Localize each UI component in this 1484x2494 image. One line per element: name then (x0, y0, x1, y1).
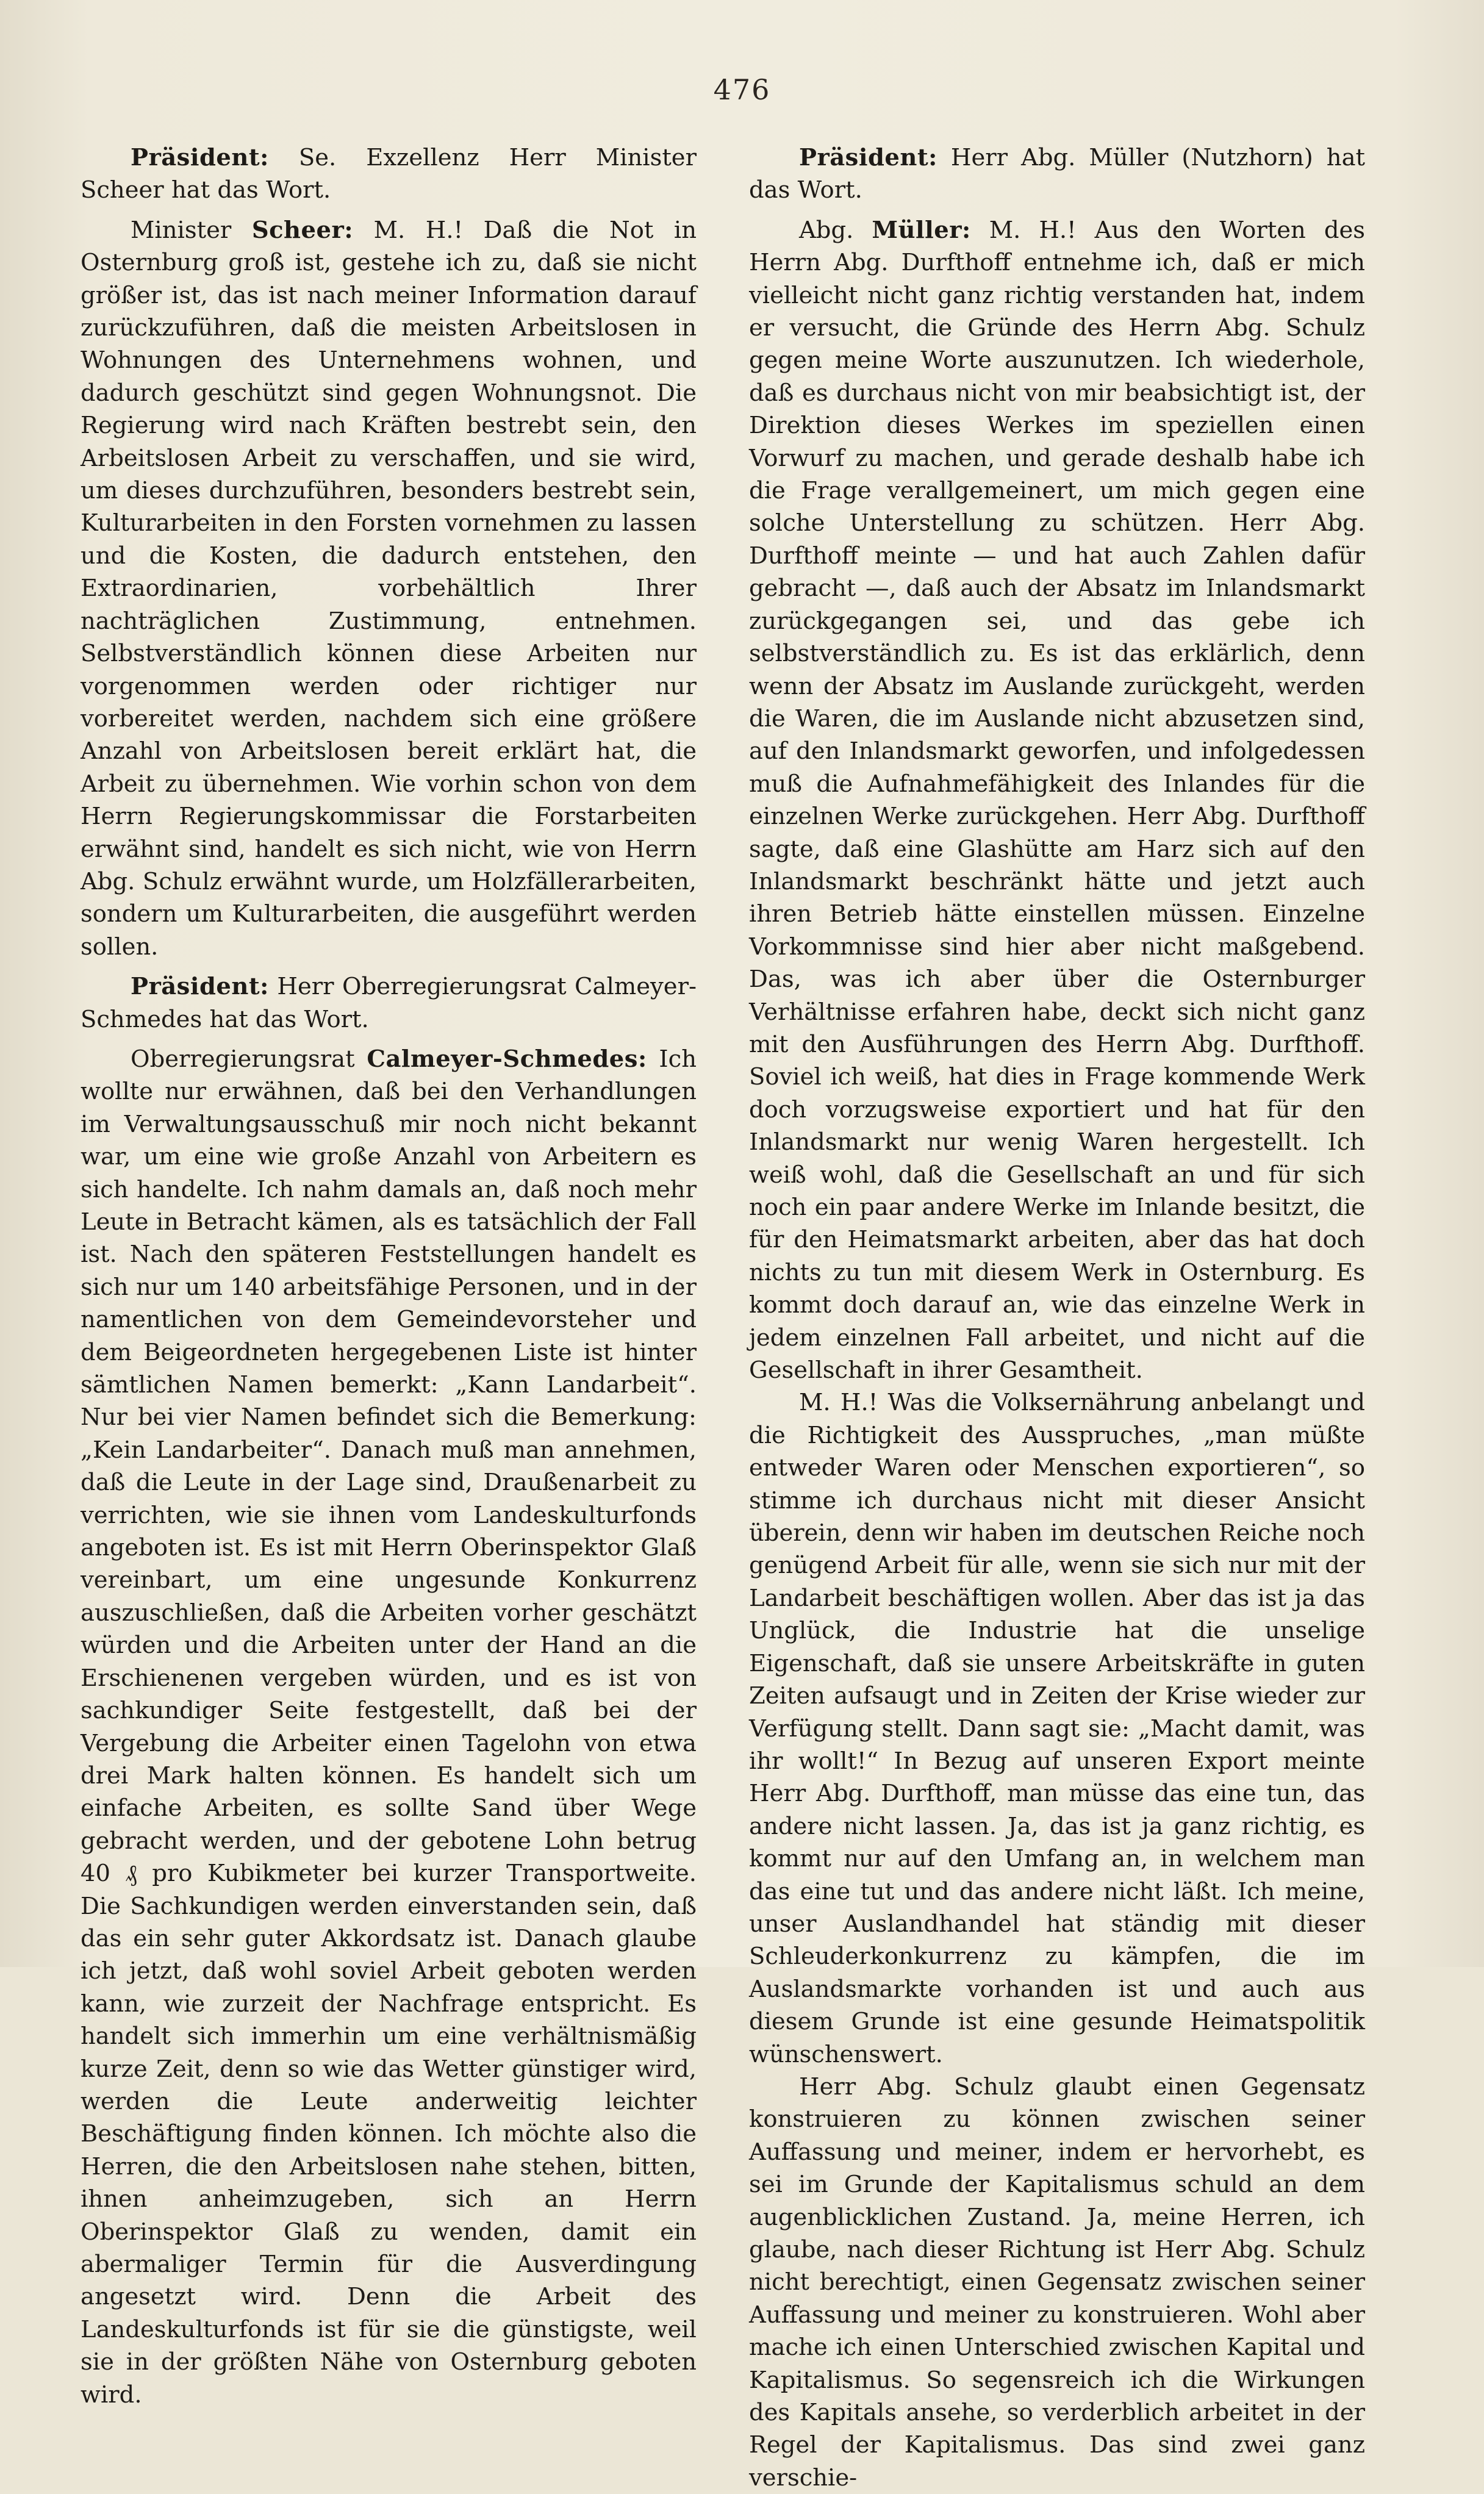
left-column (81, 142, 697, 2411)
paragraph (81, 970, 697, 1036)
paragraph-text: Herr Abg. Müller (Nutzhorn) hat das Wort. (749, 144, 1365, 204)
paragraph (749, 214, 1365, 1387)
paragraph-text: Se. Exzellenz Herr Minister Scheer hat das Wort. (81, 144, 697, 204)
paragraph-text: M. H.! Aus den Worten des Herrn Abg. Durfthoff entnehme ich, daß er mich vielleicht nicht ganz richtig verstanden hat, indem er versucht, die Gründe des Herrn Abg. Schulz gegen meine Worte auszunutzen. Ich wiederhole, daß es durchaus nicht von mir beabsichtigt ist, der Direktion dieses Werkes im speziellen einen Vorwurf zu machen, und gerade deshalb habe ich die Frage verallgemeinert, um mich gegen eine solche Unterstellung zu schützen. Herr Abg. Durfthoff meinte — und hat auch Zahlen dafür gebracht —, daß auch der Absatz im Inlandsmarkt zurückgegangen sei, und das gebe ich selbstverständlich zu. Es ist das erklärlich, denn wenn der Absatz im Auslande zurückgeht, werden die Waren, die im Auslande nicht abzusetzen sind, auf den Inlandsmarkt geworfen, und infolgedessen muß die Aufnahmefähigkeit des Inlandes für die einzelnen Werke zurückgehen. Herr Abg. Durfthoff sagte, daß eine Glashütte am Harz sich auf den Inlandsmarkt beschränkt hätte und jetzt auch ihren Betrieb hätte einstellen müssen. Einzelne Vorkommnisse sind hier aber nicht maßgebend. Das, was ich aber über die Osternburger Verhältnisse erfahren habe, deckt sich nicht ganz mit den Ausführungen des Herrn Abg. Durfthoff. Soviel ich weiß, hat dies in Frage kommende Werk doch vorzugsweise exportiert und hat für den Inlandsmarkt nur wenig Waren hergestellt. Ich weiß wohl, daß die Gesellschaft an und für sich noch ein paar andere Werke im Inlande besitzt, die für den Heimatsmarkt arbeiten, aber das hat doch nichts zu tun mit diesem Werk in Osternburg. Es kommt doch darauf an, wie das einzelne Werk in jedem einzelnen Fall arbeitet, und nicht auf die Gesellschaft in ihrer Gesamtheit. (749, 216, 1366, 1385)
speaker-name: Müller: (872, 216, 971, 244)
paragraph (749, 2071, 1365, 2494)
paragraph-text: Ich wollte nur erwähnen, daß bei den Verhandlungen im Verwaltungsausschuß mir noch nicht bekannt war, um eine wie große Anzahl von Arbeitern es sich handelte. Ich nahm damals an, daß noch mehr Leute in Betracht kämen, als es tatsächlich der Fall ist. Nach den späteren Feststellungen handelt es sich nur um 140 arbeitsfähige Personen, und in der namentlichen von dem Gemeindevorsteher und dem Beigeordneten hergegebenen Liste ist hinter sämtlichen Namen bemerkt: „Kann Landarbeit“. Nur bei vier Namen befindet sich die Bemerkung: „Kein Landarbeiter“. Danach muß man annehmen, daß die Leute in der Lage sind, Draußenarbeit zu verrichten, wie sie ihnen vom Landeskulturfonds angeboten ist. Es ist mit Herrn Oberinspektor Glaß vereinbart, um eine ungesunde Konkurrenz auszuschließen, daß die Arbeiten vorher geschätzt würden und die Arbeiten unter der Hand an die Erschienenen vergeben würden, und es ist von sachkundiger Seite festgestellt, daß bei der Vergebung die Arbeiter einen Tagelohn von etwa drei Mark halten können. Es handelt sich um einfache Arbeiten, es sollte Sand über Wege gebracht werden, und der gebotene Lohn betrug 40 ₰ pro Kubikmeter bei kurzer Transportweite. Die Sachkundigen werden einverstanden sein, daß das ein sehr guter Akkordsatz ist. Danach glaube ich jetzt, daß wohl soviel Arbeit geboten werden kann, wie zurzeit der Nachfrage entspricht. Es handelt sich immerhin um eine verhältnismäßig kurze Zeit, denn so wie das Wetter günstiger wird, werden die Leute anderweitig leichter Beschäftigung finden können. Ich möchte also die Herren, die den Arbeitslosen nahe stehen, bitten, ihnen anheimzugeben, sich an Herrn Oberinspektor Glaß zu wenden, damit ein abermaliger Termin für die Ausverdingung angesetzt wird. Denn die Arbeit des Landeskulturfonds ist für sie die günstigste, weil sie in der größten Nähe von Osternburg geboten wird. (81, 1045, 697, 2409)
speaker-role: Oberregierungsrat (131, 1045, 367, 1073)
right-column (749, 142, 1365, 2494)
paragraph (81, 1043, 697, 2411)
speaker-name: Scheer: (251, 216, 354, 244)
paragraph (749, 142, 1365, 207)
speaker-name: Präsident: (131, 144, 269, 171)
speaker-role: Abg. (799, 216, 872, 244)
speaker-name: Präsident: (131, 973, 269, 1001)
paragraph (81, 214, 697, 963)
paragraph-text: M. H.! Was die Volksernährung anbelangt und die Richtigkeit des Ausspruches, „man müßte entweder Waren oder Menschen exportieren“, so stimme ich durchaus nicht mit dieser Ansicht überein, denn wir haben im deutschen Reiche noch genügend Arbeit für alle, wenn sie sich nur mit der Landarbeit beschäftigen wollen. Aber das ist ja das Unglück, die Industrie hat die unselige Eigenschaft, daß sie unsere Arbeitskräfte in guten Zeiten aufsaugt und in Zeiten der Krise wieder zur Verfügung stellt. Dann sagt sie: „Macht damit, was ihr wollt!“ In Bezug auf unseren Export meinte Herr Abg. Durfthoff, man müsse das eine tun, das andere nicht lassen. Ja, das ist ja ganz richtig, es kommt nur auf den Umfang an, in welchem man das eine tut und das andere nicht läßt. Ich meine, unser Auslandhandel hat ständig mit dieser Schleuderkonkurrenz zu kämpfen, die im Auslandsmarkte vorhanden ist und auch aus diesem Grunde ist eine gesunde Heimatspolitik wünschenswert. (749, 1389, 1365, 2068)
speaker-role: Minister (131, 216, 252, 244)
speaker-name: Calmeyer-Schmedes: (367, 1045, 647, 1073)
paragraph-text: Herr Oberregierungsrat Calmeyer-Schmedes hat das Wort. (81, 973, 697, 1033)
paragraph-text: M. H.! Daß die Not in Osternburg groß ist, gestehe ich zu, daß sie nicht größer ist, das ist nach meiner Information darauf zurückzuführen, daß die meisten Arbeitslosen in Wohnungen des Unternehmens wohnen, und dadurch geschützt sind gegen Wohnungsnot. Die Regierung wird nach Kräften bestrebt sein, den Arbeitslosen Arbeit zu verschaffen, und sie wird, um dieses durchzuführen, besonders bestrebt sein, Kulturarbeiten in den Forsten vornehmen zu lassen und die Kosten, die dadurch entstehen, den Extraordinarien, vorbehältlich Ihrer nachträglichen Zustimmung, entnehmen. Selbstverständlich können diese Arbeiten nur vorgenommen werden oder richtiger nur vorbereitet werden, nachdem sich eine größere Anzahl von Arbeitslosen bereit erklärt hat, die Arbeit zu übernehmen. Wie vorhin schon von dem Herrn Regierungskommissar die Forstarbeiten erwähnt sind, handelt es sich nicht, wie von Herrn Abg. Schulz erwähnt wurde, um Holzfällerarbeiten, sondern um Kulturarbeiten, die ausgeführt werden sollen. (81, 216, 697, 961)
paragraph (749, 1386, 1365, 2071)
page-number: 476 (713, 73, 771, 106)
paragraph-text: Herr Abg. Schulz glaubt einen Gegensatz konstruieren zu können zwischen seiner Auffassung und meiner, indem er hervorhebt, es sei im Grunde der Kapitalismus schuld an dem augenblicklichen Zustand. Ja, meine Herren, ich glaube, nach dieser Richtung ist Herr Abg. Schulz nicht berechtigt, einen Gegensatz zwischen seiner Auffassung und meiner zu konstruieren. Wohl aber mache ich einen Unterschied zwischen Kapital und Kapitalismus. So segensreich ich die Wirkungen des Kapitals ansehe, so verderblich arbeitet in der Regel der Kapitalismus. Das sind zwei ganz verschie- (749, 2073, 1365, 2492)
paragraph (81, 142, 697, 207)
speaker-name: Präsident: (799, 144, 937, 171)
